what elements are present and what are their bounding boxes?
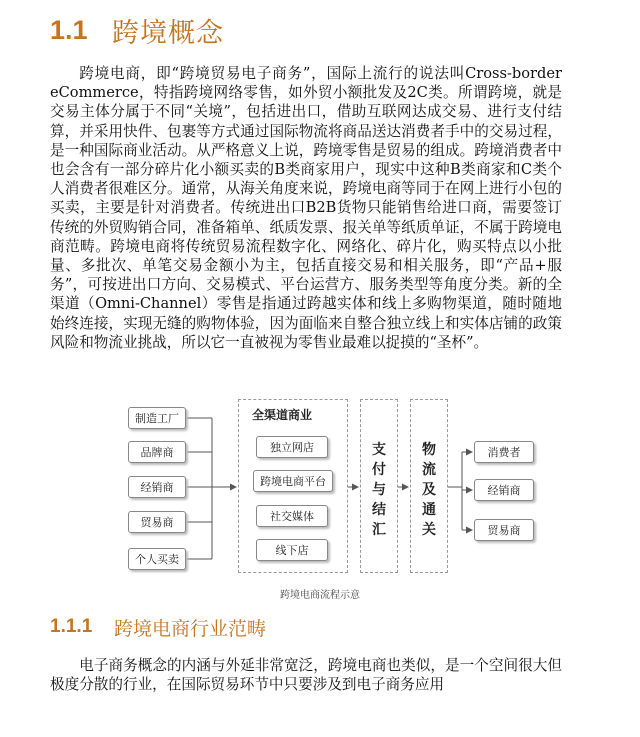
- payment-char: 与: [372, 482, 386, 498]
- subsection-title: 跨境电商行业范畴: [114, 617, 267, 640]
- diagram-caption: 跨境电商流程示意: [280, 590, 360, 601]
- payment-char: 付: [372, 462, 386, 478]
- logistics-label: [410, 440, 448, 540]
- right-node: 贸易商: [474, 519, 534, 541]
- channel-node: 跨境电商平台: [253, 470, 333, 492]
- section-number: 1.1: [50, 14, 88, 45]
- payment-label: [360, 440, 398, 540]
- channel-node: 社交媒体: [256, 505, 328, 527]
- subsection-heading: [50, 612, 266, 642]
- left-node: 贸易商: [128, 511, 186, 533]
- omni-channel-title: 全渠道商业: [252, 408, 313, 422]
- subsection-number: 1.1.1: [50, 616, 93, 637]
- channel-node: 独立网店: [256, 436, 328, 458]
- left-node: 品牌商: [128, 441, 186, 463]
- left-node: 个人买卖: [128, 548, 186, 570]
- payment-char: 支: [372, 442, 386, 458]
- left-node: 经销商: [128, 476, 186, 498]
- right-node: 消费者: [474, 441, 534, 463]
- body-paragraph: 电子商务概念的内涵与外延非常宽泛，跨境电商也类似，是一个空间很大但极度分散的行业，在国际贸易环节中只要涉及到电子商务应用: [50, 657, 562, 694]
- channel-node: 线下店: [256, 539, 328, 561]
- left-node: 制造工厂: [128, 407, 186, 429]
- logistics-char: 流: [422, 462, 436, 478]
- right-node: 经销商: [474, 479, 534, 501]
- logistics-char: 通: [422, 502, 436, 518]
- logistics-char: 物: [422, 442, 436, 458]
- logistics-char: 及: [422, 482, 436, 498]
- payment-char: 汇: [372, 522, 386, 538]
- logistics-char: 关: [422, 522, 436, 538]
- intro-paragraph: 跨境电商，即“跨境贸易电子商务”，国际上流行的说法叫Cross-border eCommerce，特指跨境网络零售，如外贸小额批发及2C类。所谓跨境，就是交易主体分属于不同“关境”，包括进出口，借助互联网达成交易、进行支付结算，并采用快件、包裹等方式通过国际物流将商品送达消费者手中的交易过程，是一种国际商业活动。从严格意义上说，跨境零售是贸易的组成。跨境消费者中也会含有一部分碎片化小额买卖的B类商家用户，现实中这种B类商家和C类个人消费者很难区分。通常，从海关角度来说，跨境电商等同于在网上进行小包的买卖，主要是针对消费者。传统进出口B2B货物只能销售给进口商，需要签订传统的外贸购销合同，准备箱单、纸质发票、报关单等纸质单证，不属于跨境电商范畴。跨境电商将传统贸易流程数字化、网络化、碎片化，购买特点以小批量、多批次、单笔交易金额小为主，包括直接交易和相关服务，即“产品+服务”，可按进出口方向、交易模式、平台运营方、服务类型等角度分类。新的全渠道（Omni-Channel）零售是指通过跨越实体和线上多购物渠道，随时随地始终连接，实现无缝的购物体验，因为面临来自整合独立线上和实体店铺的政策风险和物流业挑战，所以它一直被视为零售业最难以捉摸的“圣杯”。: [50, 65, 562, 351]
- section-title: 跨境概念: [112, 17, 224, 49]
- payment-char: 结: [372, 502, 386, 518]
